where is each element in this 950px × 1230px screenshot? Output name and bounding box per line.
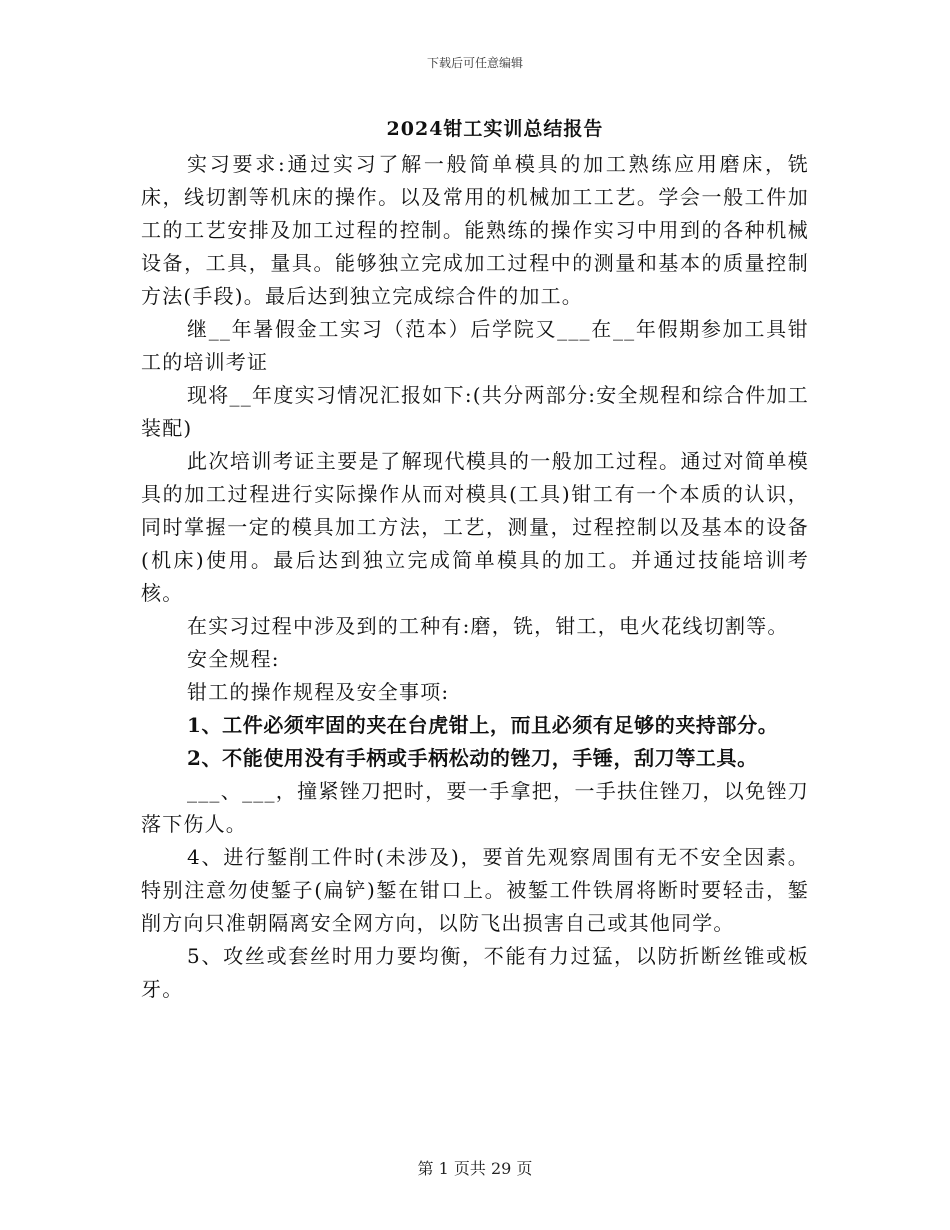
document-title: 2024钳工实训总结报告 [386, 118, 604, 140]
rule-item-5: 5、攻丝或套丝时用力要均衡，不能有力过猛，以防折断丝锥或板牙。 [141, 944, 809, 1001]
document-body [141, 148, 809, 1006]
section-heading-fitter-rules: 钳工的操作规程及安全事项: [187, 680, 450, 704]
rule-item-2: 2、不能使用没有手柄或手柄松动的锉刀，手锤，刮刀等工具。 [187, 746, 758, 770]
paragraph-work-types: 在实习过程中涉及到的工种有:磨，铣，钳工，电火花线切割等。 [187, 614, 789, 638]
paragraph-internship-requirements: 实习要求:通过实习了解一般简单模具的加工熟练应用磨床，铣床，线切割等机床的操作。以及常用的机械加工工艺。学会一般工件加工的工艺安排及加工过程的控制。能熟练的操作实习中用到的各种机械设备，工具，量具。能够独立完成加工过程中的测量和基本的质量控制方法(手段)。最后达到独立完成综合件的加工。 [141, 152, 809, 308]
paragraph-training-purpose: 此次培训考证主要是了解现代模具的一般加工过程。通过对简单模具的加工过程进行实际操作从而对模具(工具)钳工有一个本质的认识，同时掌握一定的模具加工方法，工艺，测量，过程控制以及基本的设备(机床)使用。最后达到独立完成简单模具的加工。并通过技能培训考核。 [141, 449, 809, 605]
page-footer-page-number: 第 1 页共 29 页 [417, 1159, 533, 1178]
rule-item-1: 1、工件必须牢固的夹在台虎钳上，而且必须有足够的夹持部分。 [187, 713, 779, 737]
paragraph-training-background: 继__年暑假金工实习（范本）后学院又___在__年假期参加工具钳工的培训考证 [141, 317, 809, 374]
rule-item-3: ___、___，撞紧锉刀把时，要一手拿把，一手扶住锉刀，以免锉刀落下伤人。 [141, 779, 809, 836]
paragraph-report-intro: 现将__年度实习情况汇报如下:(共分两部分:安全规程和综合件加工装配) [141, 383, 809, 440]
page-header-note: 下载后可任意编辑 [426, 56, 523, 70]
rule-item-4: 4、进行錾削工件时(未涉及)，要首先观察周围有无不安全因素。特别注意勿使錾子(扁铲)錾在钳口上。被錾工件铁屑将断时要轻击，錾削方向只准朝隔离安全网方向，以防飞出损害自己或其他同学。 [141, 845, 809, 935]
section-heading-safety-rules: 安全规程: [187, 647, 280, 671]
